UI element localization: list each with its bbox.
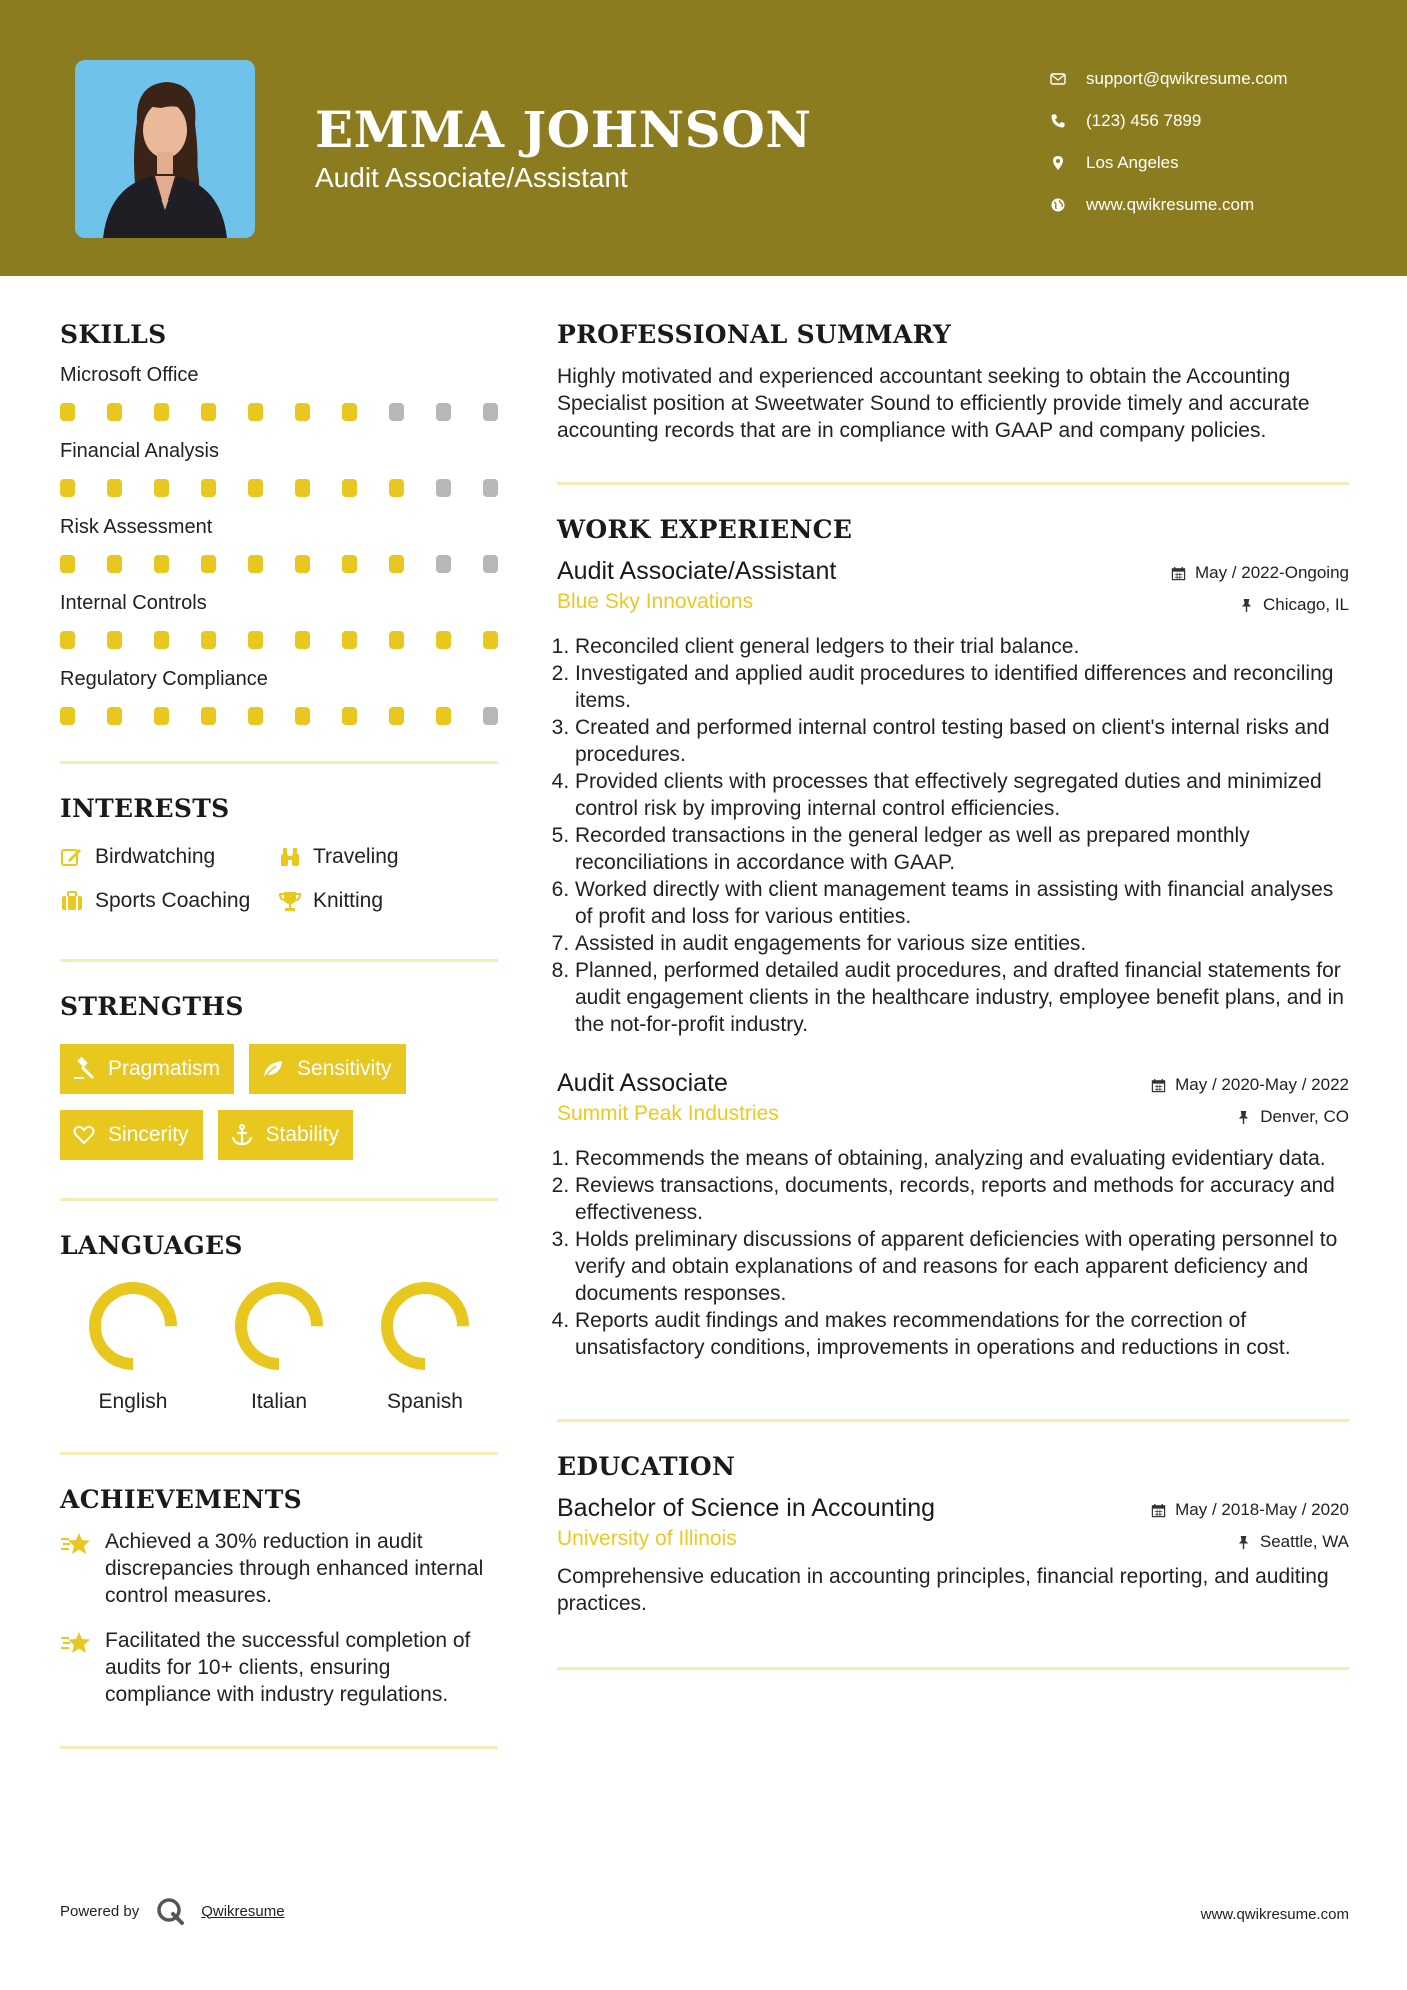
education-left	[557, 1493, 935, 1553]
skill-dot-empty	[483, 555, 498, 573]
skill-name: Risk Assessment	[60, 516, 213, 538]
skill-dot-filled	[107, 479, 122, 497]
skill-dot-filled	[483, 631, 498, 649]
job-dates	[1171, 562, 1349, 584]
star-award-icon	[60, 1528, 105, 1609]
duty-item: 2. Investigated and applied audit procedures to identified differences and reconciling items.	[575, 660, 1349, 714]
contact-website-text: www.qwikresume.com	[1086, 195, 1255, 214]
skill-dot-filled	[60, 707, 75, 725]
skill-dot-filled	[436, 707, 451, 725]
left-column	[60, 320, 498, 1749]
skill-dot-filled	[248, 631, 263, 649]
achievements-section	[60, 1485, 498, 1708]
skill-dot-filled	[107, 631, 122, 649]
skill-dot-filled	[154, 403, 169, 421]
education-dates	[1151, 1499, 1349, 1521]
qwikresume-logo-icon	[155, 1896, 185, 1926]
suitcase-icon	[60, 889, 95, 913]
skill-dot-filled	[295, 631, 310, 649]
interest-label: Birdwatching	[95, 845, 216, 868]
skill-rating	[60, 479, 498, 497]
education-section	[557, 1452, 1349, 1617]
language-name: Spanish	[387, 1390, 463, 1413]
job-entry	[557, 1068, 1349, 1361]
strength-badge	[218, 1110, 354, 1160]
strength-label: Sincerity	[108, 1123, 189, 1146]
job-header	[557, 1068, 1349, 1128]
gavel-icon	[72, 1057, 108, 1081]
skill-dot-filled	[389, 707, 404, 725]
skills-section	[60, 320, 498, 725]
skill-dot-filled	[342, 555, 357, 573]
job-left	[557, 556, 836, 616]
skill-rating	[60, 631, 498, 649]
interest-item	[60, 845, 278, 869]
calendar-icon	[1171, 566, 1186, 581]
contact-phone[interactable]	[1050, 100, 1380, 142]
skill-dot-filled	[154, 555, 169, 573]
achievement-text: Achieved a 30% reduction in audit discrepancies through enhanced internal control measures.	[105, 1530, 484, 1607]
education-header	[557, 1493, 1349, 1553]
skill-rating	[60, 403, 498, 421]
section-divider	[60, 959, 498, 962]
language-name: Italian	[250, 1390, 308, 1413]
contact-phone-text: (123) 456 7899	[1086, 111, 1202, 130]
job-duties	[557, 1145, 1349, 1361]
strength-badge	[249, 1044, 406, 1094]
powered-by-text: Powered by	[60, 1902, 140, 1920]
profile-photo-illustration	[75, 60, 255, 238]
skill-dot-empty	[436, 403, 451, 421]
star-award-icon	[60, 1627, 105, 1708]
job-location-text: Denver, CO	[1260, 1107, 1349, 1126]
skill-dot-filled	[201, 403, 216, 421]
contact-location	[1050, 142, 1380, 184]
skill-dot-empty	[483, 707, 498, 725]
skill-dot-filled	[248, 555, 263, 573]
skill-dot-filled	[389, 479, 404, 497]
skill-dot-empty	[483, 403, 498, 421]
skill-dot-filled	[154, 707, 169, 725]
strength-badge	[60, 1110, 203, 1160]
duty-item: 8. Planned, performed detailed audit procedures, and drafted financial statements for audit engagement clients in the healthcare industry, employee benefit plans, and in the not-for-profit industry.	[575, 957, 1349, 1038]
pencil-square-icon	[60, 845, 95, 869]
job-header	[557, 556, 1349, 616]
skill-dot-filled	[60, 631, 75, 649]
strength-label: Stability	[265, 1123, 340, 1146]
job-company: Summit Peak Industries	[557, 1102, 779, 1125]
education-location	[1151, 1531, 1349, 1553]
skill-dot-filled	[154, 479, 169, 497]
language-item	[60, 1280, 206, 1414]
pushpin-icon	[1239, 598, 1254, 613]
duty-item: 4. Reports audit findings and makes recommendations for the correction of unsatisfactory conditions, improvements in operations and reductions in cost.	[575, 1307, 1349, 1361]
interests-title: INTERESTS	[60, 794, 230, 823]
skill-dot-filled	[342, 403, 357, 421]
skill-rating	[60, 555, 498, 573]
section-divider	[557, 1419, 1349, 1422]
section-divider	[60, 761, 498, 764]
right-column	[557, 320, 1349, 1670]
experience-title: WORK EXPERIENCE	[557, 515, 853, 544]
job-title: Audit Associate/Assistant	[557, 557, 837, 585]
duty-item: 6. Worked directly with client management teams in assisting with financial analyses of profit and loss for various entities.	[575, 876, 1349, 930]
job-title: Audit Associate	[557, 1069, 728, 1097]
strength-badge	[60, 1044, 234, 1094]
calendar-icon	[1151, 1078, 1166, 1093]
duty-item: 2. Reviews transactions, documents, records, reports and methods for accuracy and effectiveness.	[575, 1172, 1349, 1226]
section-divider	[60, 1452, 498, 1455]
summary-title: PROFESSIONAL SUMMARY	[557, 320, 952, 349]
skill-dot-filled	[154, 631, 169, 649]
skill-dot-filled	[342, 479, 357, 497]
duty-item: 1. Recommends the means of obtaining, analyzing and evaluating evidentiary data.	[575, 1145, 1349, 1172]
job-dates-text: May / 2022-Ongoing	[1194, 563, 1349, 582]
contact-email[interactable]	[1050, 58, 1380, 100]
job-meta	[1171, 556, 1349, 616]
skill-dot-filled	[248, 403, 263, 421]
duty-item: 5. Recorded transactions in the general ledger as well as prepared monthly reconciliations in accordance with GAAP.	[575, 822, 1349, 876]
globe-icon	[1050, 197, 1086, 213]
section-divider	[557, 482, 1349, 485]
brand-link[interactable]: Qwikresume	[201, 1902, 285, 1920]
skill-dot-filled	[60, 403, 75, 421]
duty-item: 7. Assisted in audit engagements for various size entities.	[575, 930, 1349, 957]
skill-name: Internal Controls	[60, 592, 207, 614]
education-location-text: Seattle, WA	[1259, 1532, 1349, 1551]
experience-section	[557, 515, 1349, 1361]
languages-title: LANGUAGES	[60, 1231, 243, 1260]
language-name: English	[98, 1390, 168, 1413]
binoculars-icon	[278, 845, 313, 869]
achievements-title: ACHIEVEMENTS	[60, 1485, 302, 1514]
language-item	[352, 1280, 498, 1414]
skill-dot-filled	[295, 479, 310, 497]
strength-label: Pragmatism	[108, 1057, 221, 1080]
skill-dot-filled	[342, 631, 357, 649]
summary-text: Highly motivated and experienced accountant seeking to obtain the Accounting Specialist position at Sweetwater Sound to efficiently provide timely and accurate accounting records that are in compliance with GAAP and company policies.	[557, 365, 1310, 442]
skill-name: Regulatory Compliance	[60, 668, 268, 690]
skill-dot-filled	[295, 403, 310, 421]
pushpin-icon	[1236, 1535, 1251, 1550]
interest-item	[278, 889, 498, 913]
achievement-item	[60, 1627, 498, 1708]
job-left	[557, 1068, 779, 1128]
strengths-list	[60, 1044, 498, 1160]
strengths-title: STRENGTHS	[60, 992, 244, 1021]
skill-dot-filled	[60, 555, 75, 573]
skill-name: Financial Analysis	[60, 440, 219, 462]
trophy-icon	[278, 889, 313, 913]
job-meta	[1151, 1068, 1349, 1128]
interest-item	[278, 845, 498, 869]
section-divider	[60, 1746, 498, 1749]
skill-dot-filled	[201, 479, 216, 497]
interest-label: Knitting	[313, 889, 384, 912]
strength-label: Sensitivity	[297, 1057, 392, 1080]
language-ring	[379, 1280, 471, 1372]
profile-photo	[75, 60, 255, 238]
job-location-text: Chicago, IL	[1263, 595, 1349, 614]
skill-dot-filled	[201, 555, 216, 573]
skill-dot-empty	[483, 479, 498, 497]
skill-dot-filled	[107, 555, 122, 573]
job-duties	[557, 633, 1349, 1038]
calendar-icon	[1151, 1503, 1166, 1518]
skill-dot-filled	[436, 631, 451, 649]
anchor-icon	[230, 1123, 266, 1147]
heart-icon	[72, 1123, 108, 1147]
phone-icon	[1050, 113, 1086, 129]
contact-email-text: support@qwikresume.com	[1086, 69, 1288, 88]
skill-dot-filled	[342, 707, 357, 725]
strengths-section	[60, 992, 498, 1160]
skill-dot-filled	[248, 707, 263, 725]
languages-section	[60, 1231, 498, 1414]
interests-section	[60, 794, 498, 913]
section-divider	[60, 1198, 498, 1201]
language-ring	[87, 1280, 179, 1372]
skills-list	[60, 363, 498, 725]
interests-list	[60, 845, 498, 913]
job-company: Blue Sky Innovations	[557, 590, 754, 613]
education-dates-text: May / 2018-May / 2020	[1175, 1500, 1349, 1519]
skill-dot-filled	[295, 555, 310, 573]
candidate-name: EMMA JOHNSON	[315, 100, 812, 159]
skill-dot-filled	[295, 707, 310, 725]
resume-header	[0, 0, 1407, 276]
skills-title: SKILLS	[60, 320, 167, 349]
skill-dot-empty	[436, 479, 451, 497]
skill-name: Microsoft Office	[60, 364, 199, 386]
duty-item: 4. Provided clients with processes that effectively segregated duties and minimized control risk by improving internal control efficiencies.	[575, 768, 1349, 822]
interest-label: Traveling	[313, 845, 399, 868]
languages-list	[60, 1280, 498, 1414]
language-ring	[233, 1280, 325, 1372]
education-description: Comprehensive education in accounting principles, financial reporting, and auditing practices.	[557, 1565, 1329, 1615]
language-item	[206, 1280, 352, 1414]
job-entry	[557, 556, 1349, 1038]
achievement-item	[60, 1528, 498, 1609]
interest-item	[60, 889, 278, 913]
contact-location-text: Los Angeles	[1086, 153, 1179, 172]
education-school: University of Illinois	[557, 1527, 737, 1550]
skill-dot-empty	[389, 403, 404, 421]
interest-label: Sports Coaching	[95, 889, 251, 912]
education-degree: Bachelor of Science in Accounting	[557, 1494, 936, 1522]
contact-list	[1050, 58, 1380, 226]
job-dates-text: May / 2020-May / 2022	[1175, 1075, 1349, 1094]
summary-section	[557, 320, 1349, 444]
footer-powered-by	[60, 1896, 285, 1926]
skill-dot-empty	[436, 555, 451, 573]
achievement-text: Facilitated the successful completion of audits for 10+ clients, ensuring compliance with industry regulations.	[105, 1629, 471, 1706]
duty-item: 3. Created and performed internal control testing based on client's internal risks and procedures.	[575, 714, 1349, 768]
skill-dot-filled	[201, 631, 216, 649]
education-title: EDUCATION	[557, 1452, 736, 1481]
footer-url[interactable]: www.qwikresume.com	[1200, 1906, 1349, 1923]
duty-item: 1. Reconciled client general ledgers to their trial balance.	[575, 633, 1349, 660]
pushpin-icon	[1236, 1110, 1251, 1125]
skill-dot-filled	[248, 479, 263, 497]
skill-dot-filled	[201, 707, 216, 725]
location-pin-icon	[1050, 155, 1086, 171]
skill-rating	[60, 707, 498, 725]
skill-dot-filled	[389, 555, 404, 573]
section-divider	[557, 1667, 1349, 1670]
skill-dot-filled	[389, 631, 404, 649]
envelope-icon	[1050, 71, 1086, 87]
leaf-icon	[261, 1057, 297, 1081]
contact-website[interactable]	[1050, 184, 1380, 226]
job-location	[1151, 1106, 1349, 1128]
duty-item: 3. Holds preliminary discussions of apparent deficiencies with operating personnel to verify and obtain explanations of and reasons for each apparent deficiency and documents responses.	[575, 1226, 1349, 1307]
skill-dot-filled	[107, 403, 122, 421]
job-location	[1171, 594, 1349, 616]
skill-dot-filled	[60, 479, 75, 497]
education-meta	[1151, 1493, 1349, 1553]
candidate-title: Audit Associate/Assistant	[315, 162, 628, 193]
job-dates	[1151, 1074, 1349, 1096]
skill-dot-filled	[107, 707, 122, 725]
